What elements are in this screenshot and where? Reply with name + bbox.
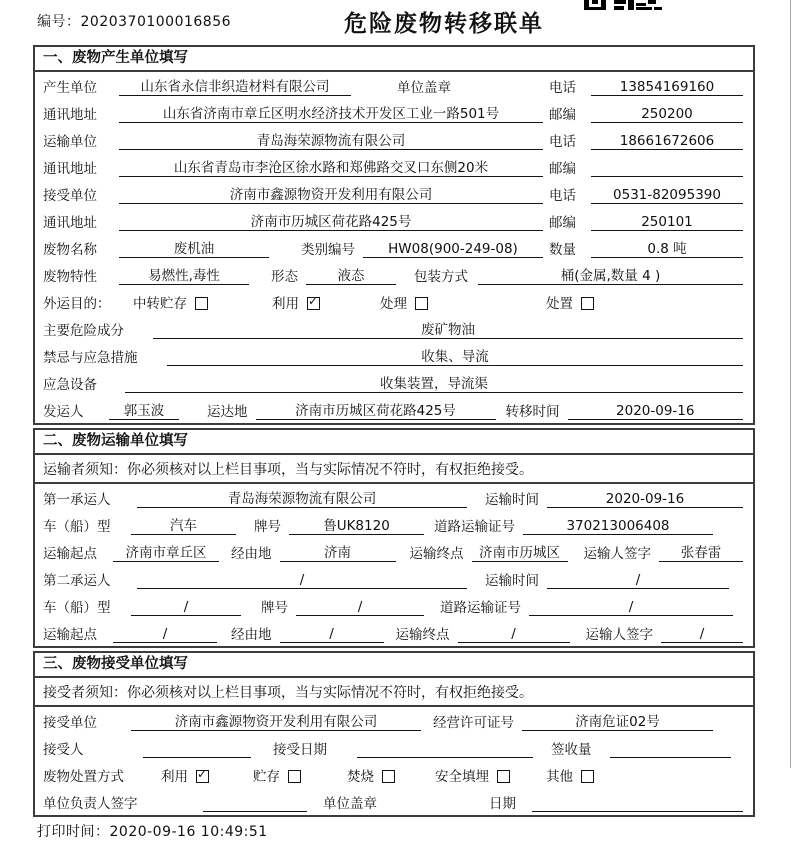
form-row: [35, 180, 753, 207]
checkbox-disposal-other: [581, 770, 594, 783]
checkbox-dispose: [581, 297, 594, 310]
emergency-equipment: 收集装置，导流渠: [125, 376, 743, 393]
form-row: [35, 342, 753, 369]
document-title: 危险废物转移联单: [344, 11, 544, 37]
vehicle1-type: 汽车: [131, 518, 236, 535]
page-edge-line: [790, 0, 791, 768]
document-header: [0, 0, 796, 45]
form-row: [35, 369, 753, 396]
checkbox-transfer-storage: [195, 297, 208, 310]
section-producer: [33, 45, 755, 425]
field-label: 处理: [380, 296, 407, 312]
received-quantity: [610, 742, 732, 758]
emergency-measures: 收集、导流: [167, 349, 743, 366]
form-row: [35, 511, 753, 538]
form-row: [35, 592, 753, 619]
receiver-phone: 0531-82095390: [591, 187, 743, 204]
field-label: 焚烧: [347, 769, 374, 785]
field-group: [43, 241, 543, 258]
serial-label: 编号：: [37, 14, 81, 30]
field-label: 包装方式: [414, 269, 468, 285]
form-row: [35, 484, 753, 511]
operating-license-no: 济南危证02号: [522, 714, 713, 731]
field-label: 道路运输证号: [434, 519, 515, 535]
field-label: 日期: [489, 796, 516, 812]
route1-endpoint: 济南市历城区: [472, 545, 568, 562]
producer-zip: 250200: [591, 106, 743, 123]
vehicle2-road-permit: /: [529, 599, 733, 616]
section-transport: [33, 428, 755, 648]
carrier1-name: 青岛海荣源物流有限公司: [137, 491, 467, 508]
checkbox-disposal-landfill: [497, 770, 510, 783]
field-label: 运达地: [207, 404, 248, 420]
field-label: 运输起点: [43, 627, 97, 643]
checkbox-disposal-utilize: [196, 767, 209, 783]
field-label: 处置: [546, 296, 573, 312]
field-label: 邮编: [549, 161, 576, 177]
transporter-zip: [591, 161, 743, 177]
waste-packaging: 桶(金属,数量 4 ): [478, 268, 743, 285]
field-label: 发运人: [43, 404, 84, 420]
receiver-person: [143, 742, 251, 758]
vehicle1-road-permit: 370213006408: [523, 518, 713, 535]
carrier2-name: /: [137, 572, 467, 589]
field-label: 安全填埋: [435, 769, 489, 785]
field-label: 转移时间: [505, 404, 560, 420]
check-mark-icon: ✓: [197, 767, 208, 781]
field-label: 运输终点: [409, 546, 464, 562]
field-label: 通讯地址: [43, 161, 97, 177]
field-label: 邮编: [549, 107, 576, 123]
field-label: 牌号: [261, 600, 288, 616]
field-label: 禁忌与应急措施: [43, 350, 138, 366]
producer-address: 山东省济南市章丘区明水经济技术开发区工业一路501号: [119, 106, 543, 123]
field-label: 贮存: [253, 769, 280, 785]
form-row: [35, 619, 753, 646]
form-row: [35, 707, 753, 734]
checkbox-disposal-storage: [288, 770, 301, 783]
field-label: 电话: [549, 188, 576, 204]
form-row: [35, 538, 753, 565]
transporter-phone: 18661672606: [591, 133, 743, 150]
field-label: 运输终点: [395, 627, 450, 643]
field-group: [43, 187, 543, 204]
field-label: 电话: [549, 80, 576, 96]
form-row: [35, 734, 753, 761]
waste-name: 废机油: [119, 241, 269, 258]
checkbox-treat: [415, 297, 428, 310]
vehicle1-plate: 鲁UK8120: [289, 518, 424, 535]
producer-name: 山东省永信非织造材料有限公司: [119, 79, 351, 96]
shipper-name: 郭玉波: [109, 403, 179, 420]
receiver-seal-label: 单位盖章: [323, 796, 377, 812]
carrier2-transport-date: /: [547, 572, 729, 589]
field-group: [43, 106, 543, 123]
field-label: 利用: [161, 769, 188, 785]
notice-text: 运输者须知：你必须核对以上栏目事项，当与实际情况不符时，有权拒绝接受。: [43, 461, 533, 478]
field-label: 其他: [546, 769, 573, 785]
field-label: 通讯地址: [43, 107, 97, 123]
field-label: 第二承运人: [43, 573, 111, 589]
form-row: [35, 565, 753, 592]
form-row: [35, 761, 753, 788]
field-label: 数量: [549, 242, 576, 258]
section-heading: 一、废物产生单位填写: [35, 47, 753, 72]
route2-origin: /: [113, 626, 217, 643]
carrier1-signature: 张春雷: [659, 545, 743, 562]
field-label: 接受日期: [273, 742, 327, 758]
form-row: [35, 126, 753, 153]
field-label: 外运目的：: [43, 296, 111, 312]
waste-code: HW08(900-249-08): [363, 241, 543, 258]
field-label: 牌号: [254, 519, 281, 535]
waste-quantity: 0.8 吨: [591, 241, 743, 258]
form-row: [35, 315, 753, 342]
section-heading: 三、废物接受单位填写: [35, 653, 753, 678]
transporter-name: 青岛海荣源物流有限公司: [119, 133, 543, 150]
section-heading: 二、废物运输单位填写: [35, 430, 753, 455]
field-label: 应急设备: [43, 377, 97, 393]
field-label: 形态: [271, 269, 298, 285]
vehicle2-plate: /: [296, 599, 424, 616]
section-receive-rows: [35, 707, 753, 815]
field-group: [43, 160, 543, 177]
receiver-address: 济南市历城区荷花路425号: [119, 214, 543, 231]
field-label: 运输时间: [485, 492, 539, 508]
transfer-date: 2020-09-16: [568, 403, 744, 420]
route2-via: /: [280, 626, 384, 643]
field-label: 邮编: [549, 215, 576, 231]
section-producer-rows: [35, 72, 753, 423]
field-label: 运输时间: [485, 573, 539, 589]
form-row: [35, 72, 753, 99]
field-label: 运输起点: [43, 546, 97, 562]
form-row: [35, 288, 753, 315]
field-label: 电话: [549, 134, 576, 150]
field-label: 运输人签字: [583, 546, 651, 562]
field-label: 主要危险成分: [43, 323, 124, 339]
transporter-notice: [35, 455, 753, 484]
form-row: [35, 207, 753, 234]
carrier1-transport-date: 2020-09-16: [547, 491, 743, 508]
field-label: 中转贮存: [133, 296, 187, 312]
qr-code-fragment-icon: [584, 0, 662, 10]
route1-via: 济南: [280, 545, 396, 562]
receiving-unit: 济南市鑫源物资开发利用有限公司: [131, 714, 421, 731]
destination: 济南市历城区荷花路425号: [256, 403, 496, 420]
vehicle2-type: /: [131, 599, 241, 616]
field-label: 产生单位: [43, 80, 97, 96]
form-row: [35, 261, 753, 288]
producer-phone: 13854169160: [591, 79, 743, 96]
field-label: 利用: [272, 296, 299, 312]
transporter-address: 山东省青岛市李沧区徐水路和郑佛路交叉口东侧20米: [119, 160, 543, 177]
field-label: 道路运输证号: [440, 600, 521, 616]
checkbox-utilize: [307, 294, 320, 310]
receive-date: [357, 742, 533, 758]
checkbox-disposal-incinerate: [382, 770, 395, 783]
field-label: 通讯地址: [43, 215, 97, 231]
field-label: 经营许可证号: [433, 715, 514, 731]
form-row: [35, 396, 753, 423]
carrier2-signature: /: [661, 626, 743, 643]
field-group: [43, 214, 543, 231]
field-label: 运输人签字: [585, 627, 653, 643]
main-hazard-component: 废矿物油: [153, 322, 743, 339]
seal-label: 单位盖章: [397, 80, 451, 96]
serial-number: 2020370100016856: [80, 14, 232, 30]
form-row: [35, 788, 753, 815]
field-group: [43, 79, 543, 96]
form-row: [35, 234, 753, 261]
field-group: [43, 133, 543, 150]
form-row: [35, 99, 753, 126]
notice-text: 接受者须知：你必须核对以上栏目事项，当与实际情况不符时，有权拒绝接受。: [43, 684, 533, 701]
field-label: 车（船）型: [43, 600, 111, 616]
section-receive: [33, 651, 755, 817]
field-label: 废物处置方式: [43, 769, 124, 785]
receiver-seal-date: [532, 796, 743, 812]
waste-properties: 易燃性,毒性: [119, 268, 249, 285]
field-label: 经由地: [231, 627, 272, 643]
field-label: 废物特性: [43, 269, 97, 285]
print-time-row: [37, 821, 796, 841]
field-label: 第一承运人: [43, 492, 111, 508]
receiver-name: 济南市鑫源物资开发利用有限公司: [119, 187, 543, 204]
field-label: 经由地: [231, 546, 272, 562]
section-transport-rows: [35, 484, 753, 646]
field-label: 接受人: [43, 742, 84, 758]
field-label: 接受单位: [43, 188, 97, 204]
receiver-zip: 250101: [591, 214, 743, 231]
route1-origin: 济南市章丘区: [113, 545, 219, 562]
route2-endpoint: /: [458, 626, 570, 643]
field-label: 废物名称: [43, 242, 97, 258]
field-label: 接受单位: [43, 715, 97, 731]
field-label: 运输单位: [43, 134, 97, 150]
waste-form: 液态: [306, 268, 396, 285]
check-mark-icon: ✓: [308, 294, 319, 308]
receiver-notice: [35, 678, 753, 707]
responsible-person-signature: [203, 796, 307, 812]
field-label: 单位负责人签字: [43, 796, 138, 812]
field-label: 类别编号: [301, 242, 355, 258]
form-row: [35, 153, 753, 180]
print-time-label: 打印时间：: [37, 824, 110, 840]
field-label: 车（船）型: [43, 519, 111, 535]
print-time-value: 2020-09-16 10:49:51: [109, 824, 268, 840]
field-label: 签收量: [551, 742, 592, 758]
